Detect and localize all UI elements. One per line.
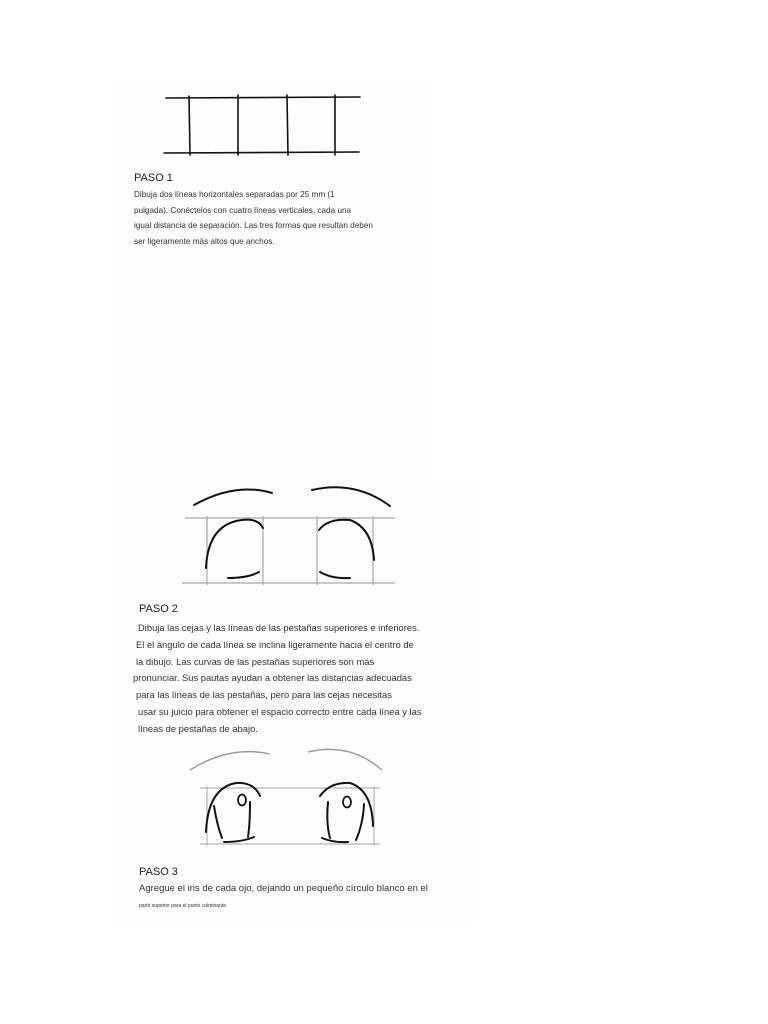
step2-description xyxy=(133,620,422,738)
step1-grid-figure xyxy=(160,90,370,160)
right-upper-lash-line xyxy=(319,520,374,560)
step3-description: Agregue el iris de cada ojo, dejando un pequeño círculo blanco en el xyxy=(139,883,428,894)
vertical-line-3 xyxy=(287,95,288,155)
step2-line: la dibujo. Las curvas de las pestañas superiores son más xyxy=(136,655,375,667)
left-upper-lash-line xyxy=(206,520,263,568)
right-lower-lash-line xyxy=(322,838,348,842)
right-iris-outer xyxy=(327,802,330,838)
left-eyebrow xyxy=(190,752,270,770)
right-eyebrow xyxy=(312,487,390,506)
step2-line: para las líneas de las pestañas, pero para las cejas necesitas xyxy=(136,689,392,701)
right-highlight-circle xyxy=(343,797,351,808)
step2-line: líneas de pestañas de abajo. xyxy=(138,722,258,734)
step2-title: PASO 2 xyxy=(139,603,178,615)
top-horizontal-line xyxy=(166,97,360,98)
step1-line: ser ligeramente más altos que anchos. xyxy=(134,236,275,246)
left-highlight-circle xyxy=(238,795,246,806)
right-eyebrow xyxy=(308,749,382,770)
step2-line: usar su juicio para obtener el espacio correcto entre cada línea y las xyxy=(138,705,422,717)
right-iris-inner xyxy=(356,804,364,840)
left-iris-outer xyxy=(214,806,222,838)
step3-eyes-figure xyxy=(180,740,405,855)
step2-eyes-figure xyxy=(180,480,410,590)
step3-description-small: parte superior para el punto culminante. xyxy=(139,903,228,909)
left-lower-lash-line xyxy=(228,572,259,578)
step2-line: El el ángulo de cada línea se inclina ligeramente hacia el centro de xyxy=(136,638,414,650)
step1-title: PASO 1 xyxy=(134,172,173,184)
left-iris-inner xyxy=(248,802,250,837)
vertical-line-1 xyxy=(189,96,190,155)
step1-line: pulgada). Conéctelos con cuatro líneas verticales, cada una xyxy=(134,205,352,215)
step2-line: Dibuja las cejas y las líneas de las pestañas superiores e inferiores. xyxy=(138,622,420,633)
left-eyebrow xyxy=(194,489,272,505)
bottom-horizontal-line xyxy=(164,152,359,153)
step1-line: igual distancia de separación. Las tres formas que resultan deben xyxy=(134,221,373,230)
step2-line: pronunciar. Sus pautas ayudan a obtener las distancias adecuadas xyxy=(133,672,412,684)
left-lower-lash-line xyxy=(224,837,254,842)
step1-description xyxy=(134,187,373,249)
step3-title: PASO 3 xyxy=(139,866,178,878)
step1-line: Dibuja dos líneas horizontales separadas por 25 mm (1 xyxy=(134,190,335,199)
right-lower-lash-line xyxy=(320,572,350,578)
